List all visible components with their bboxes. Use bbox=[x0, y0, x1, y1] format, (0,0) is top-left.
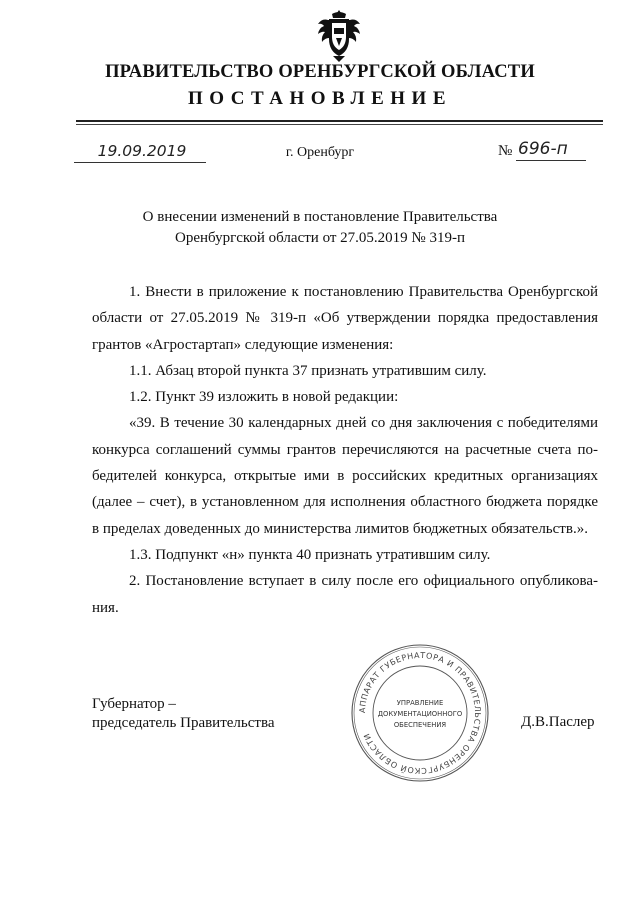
signatory-name: Д.В.Паслер bbox=[521, 714, 595, 730]
stamp-center-line: ОБЕСПЕЧЕНИЯ bbox=[393, 721, 447, 729]
government-title: ПРАВИТЕЛЬСТВО ОРЕНБУРГСКОЙ ОБЛАСТИ bbox=[105, 62, 535, 82]
position-line: председатель Правительства bbox=[92, 715, 275, 731]
number-sign: № bbox=[498, 143, 513, 159]
document-number: 696-п bbox=[518, 139, 568, 159]
body-paragraph: 1.3. Подпункт «н» пункта 40 признать утратившим силу. bbox=[129, 546, 491, 563]
number-underline bbox=[516, 160, 586, 161]
body-paragraph: «39. В течение 30 календарных дней со дня заключения с победителями конкурса соглашений суммы грантов перечисляются на расчетные счета победителей конкурса, открытые ими в российских кредитных организациях (далее – счет), в установленном для исполнения областного бюджета порядке в пределах доведенных до министерства лимитов бюджетных обязательств.». bbox=[92, 415, 598, 537]
stamp-center-line: УПРАВЛЕНИЕ bbox=[396, 699, 444, 707]
coat-of-arms-icon bbox=[316, 8, 362, 64]
signatory-position bbox=[92, 695, 275, 733]
stamp-ring-text: АППАРАТ ГУБЕРНАТОРА И ПРАВИТЕЛЬСТВА ОРЕНБУРГСКОЙ ОБЛАСТИ bbox=[357, 650, 483, 776]
subject-line: Оренбургской области от 27.05.2019 № 319-п bbox=[174, 230, 466, 246]
official-stamp bbox=[350, 643, 490, 783]
document-subject bbox=[0, 207, 640, 249]
position-line: Губернатор – bbox=[92, 696, 176, 712]
body-paragraph: 2. Постановление вступает в силу после его официального опубликования. bbox=[92, 573, 598, 616]
stamp-center-line: ДОКУМЕНТАЦИОННОГО bbox=[377, 710, 463, 718]
document-city: г. Оренбург bbox=[285, 145, 355, 160]
header-rule-thin bbox=[76, 124, 603, 125]
header-rule-thick bbox=[76, 120, 603, 122]
subject-line: О внесении изменений в постановление Правительства bbox=[142, 209, 498, 225]
body-paragraph: 1.1. Абзац второй пункта 37 признать утратившим силу. bbox=[129, 362, 487, 379]
body-paragraph: 1. Внести в приложение к постановлению Правительства Оренбургской области от 27.05.2019 № 319-п «Об утверждении порядка предоставления грантов «Агростартап» следующие изменения: bbox=[92, 284, 598, 353]
body-paragraph: 1.2. Пункт 39 изложить в новой редакции: bbox=[129, 389, 399, 406]
document-body bbox=[92, 279, 598, 621]
date-underline bbox=[74, 162, 206, 163]
document-type-heading: ПОСТАНОВЛЕНИЕ bbox=[187, 88, 453, 109]
document-date: 19.09.2019 bbox=[97, 142, 187, 160]
